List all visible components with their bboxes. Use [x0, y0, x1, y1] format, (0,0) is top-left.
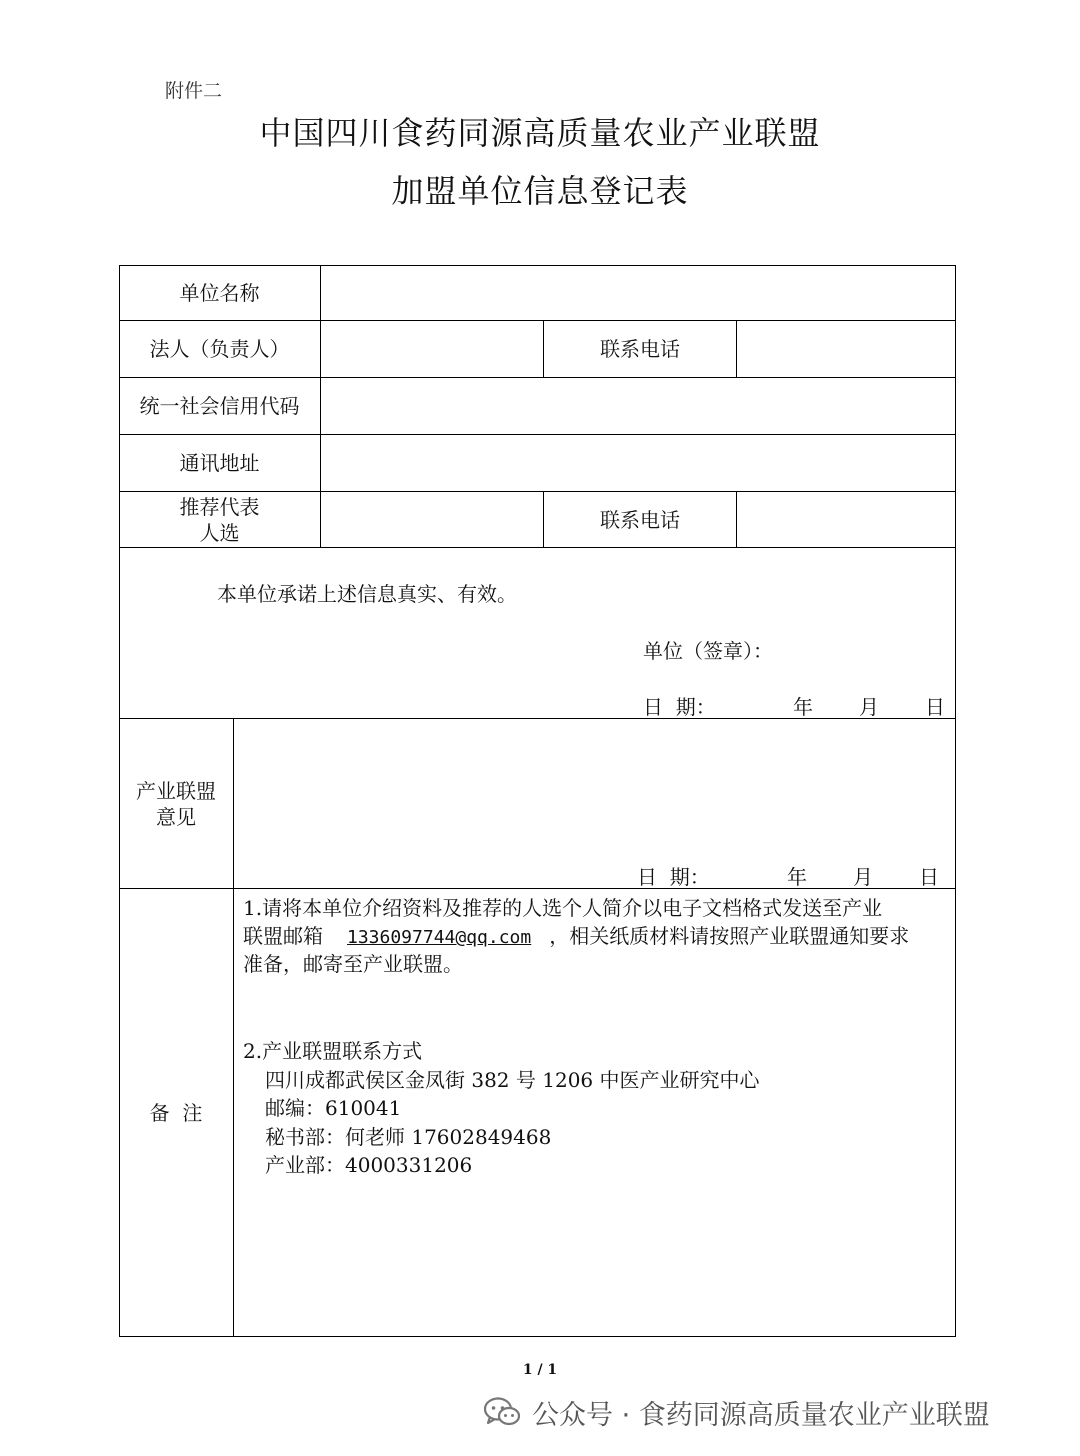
date-label: 日 期： [643, 695, 716, 719]
opinion-date-month: 月 [853, 865, 873, 889]
representative-field[interactable] [321, 492, 543, 547]
row-divider [119, 888, 956, 889]
col-divider [233, 718, 234, 1337]
row-divider [119, 547, 956, 548]
note2-industry: 产业部：4000331206 [265, 1153, 473, 1177]
date-month: 月 [859, 695, 879, 719]
representative-phone-field[interactable] [737, 492, 955, 547]
date-year: 年 [793, 695, 813, 719]
date-day: 日 [925, 695, 945, 719]
representative-label-line1: 推荐代表 [179, 494, 260, 519]
signature-label: 单位（签章）： [643, 639, 773, 663]
representative-label [119, 492, 320, 547]
attachment-label: 附件二 [165, 80, 223, 102]
opinion-label [119, 719, 233, 888]
unit-name-field[interactable] [321, 265, 955, 320]
legal-rep-label: 法人（负责人） [149, 337, 290, 361]
note1-line1: 1.请将本单位介绍资料及推荐的人选个人简介以电子文档格式发送至产业 [243, 896, 883, 920]
opinion-date-year: 年 [787, 865, 807, 889]
form-border-right [955, 265, 956, 1337]
note2-address: 四川成都武侯区金凤街 382 号 1206 中医产业研究中心 [265, 1068, 760, 1092]
credit-code-label: 统一社会信用代码 [139, 394, 300, 418]
credit-code-field[interactable] [321, 378, 955, 434]
note1-line3: 准备，邮寄至产业联盟。 [243, 952, 463, 976]
note1-line2-suffix: ，相关纸质材料请按照产业联盟通知要求 [549, 924, 910, 948]
email-link[interactable]: 1336097744@qq.com [347, 927, 532, 948]
row-divider [119, 718, 956, 719]
footer-attribution [484, 1392, 990, 1432]
page-number: 1 / 1 [522, 1362, 558, 1378]
address-field[interactable] [321, 435, 955, 491]
phone-field[interactable] [737, 321, 955, 377]
opinion-label-line2: 意见 [156, 804, 196, 829]
commitment-text: 本单位承诺上述信息真实、有效。 [217, 582, 517, 606]
note1-line2-prefix: 联盟邮箱 [243, 924, 323, 948]
form-border-bottom [119, 1336, 956, 1337]
opinion-date-label: 日 期： [637, 865, 710, 889]
wechat-icon [484, 1397, 520, 1427]
phone-label: 联系电话 [600, 337, 680, 361]
registration-form [119, 265, 956, 1337]
page-subtitle: 加盟单位信息登记表 [391, 172, 689, 210]
legal-rep-field[interactable] [321, 321, 543, 377]
representative-label-line2: 人选 [199, 520, 240, 545]
footer-text: 公众号 · 食药同源高质量农业产业联盟 [532, 1399, 990, 1431]
note2-postcode: 邮编：610041 [265, 1096, 402, 1120]
page-title: 中国四川食药同源高质量农业产业联盟 [259, 114, 821, 152]
note2-title: 2.产业联盟联系方式 [243, 1039, 423, 1063]
opinion-date-day: 日 [919, 865, 939, 889]
address-label: 通讯地址 [179, 451, 260, 475]
opinion-label-line1: 产业联盟 [136, 778, 216, 803]
phone-label: 联系电话 [600, 507, 680, 532]
note2-secretary: 秘书部：何老师 17602849468 [265, 1125, 552, 1149]
remarks-label: 备 注 [149, 1100, 203, 1125]
unit-name-label: 单位名称 [179, 280, 260, 305]
